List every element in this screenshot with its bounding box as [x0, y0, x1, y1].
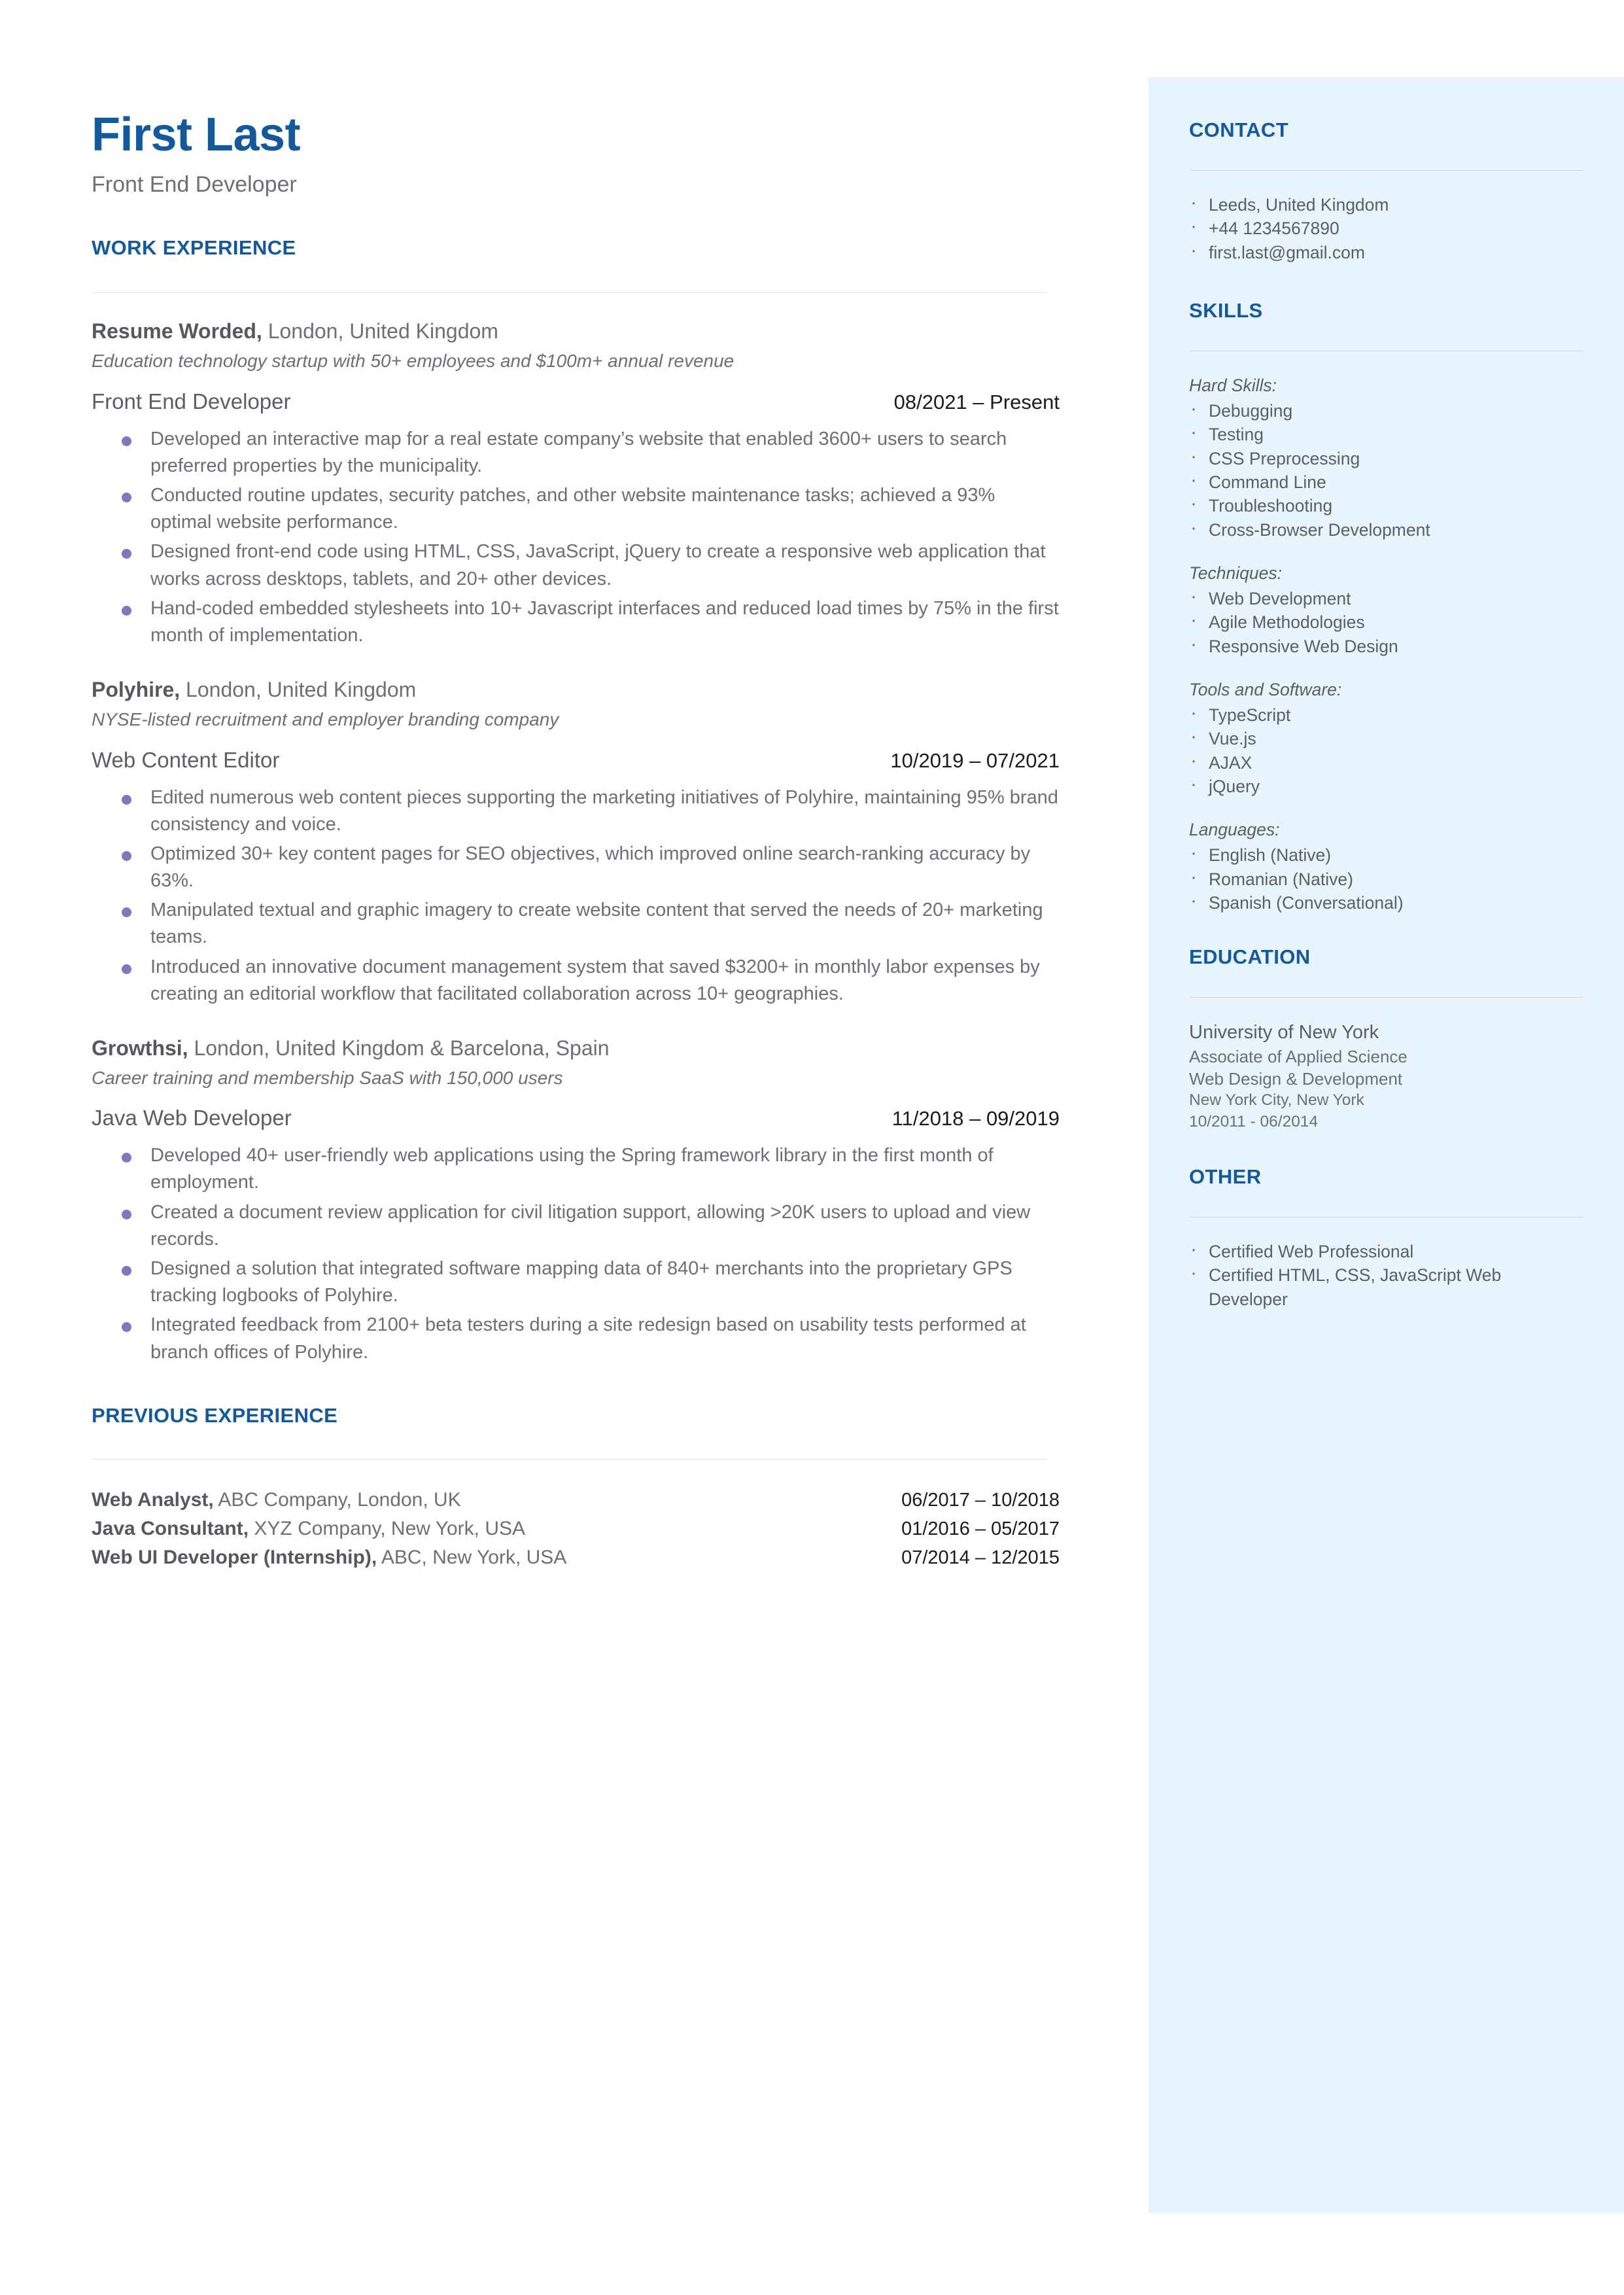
- job-company-description: Career training and membership SaaS with 150,000 users: [92, 1067, 563, 1088]
- job-company-location: London, United Kingdom & Barcelona, Spain: [188, 1036, 610, 1060]
- previous-role-line: [92, 1543, 566, 1572]
- skill-group-tools-and-software: [1189, 678, 1583, 798]
- skills-block: [1189, 374, 1583, 915]
- job-company-description: NYSE-listed recruitment and employer branding company: [92, 709, 559, 730]
- skill-item: · AJAX: [1189, 751, 1583, 775]
- job-bullet: Integrated feedback from 2100+ beta testers during a site redesign based on usability tests performed at branch offices of Polyhire.: [92, 1312, 1060, 1365]
- skill-group-techniques: [1189, 561, 1583, 658]
- job-bullet: Optimized 30+ key content pages for SEO objectives, which improved online search-ranking accuracy by 63%.: [92, 841, 1060, 894]
- job-bullet: Designed front-end code using HTML, CSS, JavaScript, jQuery to create a responsive web application that works across desktops, tablets, and 20+ other devices.: [92, 538, 1060, 592]
- sidebar-heading-contact: CONTACT: [1189, 118, 1289, 141]
- other-item: · Certified HTML, CSS, JavaScript Web Developer: [1189, 1263, 1583, 1311]
- skill-group-hard-skills: [1189, 374, 1583, 542]
- education-field: Web Design & Development: [1189, 1068, 1403, 1089]
- skill-item: · Testing: [1189, 423, 1583, 446]
- education-school: University of New York: [1189, 1022, 1379, 1043]
- work-experience-divider: [92, 292, 1046, 293]
- job-bullet: Manipulated textual and graphic imagery to create website content that served the needs of 20+ marketing teams.: [92, 897, 1060, 951]
- skill-group-label: Techniques:: [1189, 563, 1282, 583]
- job-title-row: [92, 389, 1060, 414]
- other-block: [1189, 1240, 1583, 1311]
- skill-item: · Cross-Browser Development: [1189, 518, 1583, 542]
- previous-experience-row: [92, 1486, 1060, 1515]
- page-title: First Last: [92, 109, 301, 161]
- section-heading-previous-experience: PREVIOUS EXPERIENCE: [92, 1403, 338, 1427]
- contact-item-location: · Leeds, United Kingdom: [1189, 193, 1583, 217]
- previous-role-dates: 01/2016 – 05/2017: [901, 1518, 1060, 1539]
- job-company-description: Education technology startup with 50+ employees and $100m+ annual revenue: [92, 351, 734, 372]
- previous-role-detail: ABC Company, London, UK: [213, 1488, 461, 1511]
- previous-role-title: Java Consultant,: [92, 1517, 249, 1539]
- job-bullet: Introduced an innovative document management system that saved $3200+ in monthly labor expenses by creating an editorial workflow that facilitated collaboration across 10+ geographies.: [92, 954, 1060, 1007]
- previous-experience-divider: [92, 1459, 1046, 1460]
- skill-item: · Vue.js: [1189, 727, 1583, 750]
- skill-item: · Command Line: [1189, 470, 1583, 494]
- job-title: Front End Developer: [92, 389, 291, 413]
- skill-list: [1189, 399, 1583, 542]
- previous-role-line: [92, 1486, 461, 1515]
- skill-group-label: Languages:: [1189, 820, 1280, 840]
- job-company-line: [92, 318, 1060, 344]
- job-title-row: [92, 1106, 1060, 1130]
- job-company-name: Polyhire,: [92, 678, 181, 702]
- skill-item: · Agile Methodologies: [1189, 610, 1583, 634]
- previous-experience-list: [92, 1486, 1060, 1572]
- education-degree: Associate of Applied Science: [1189, 1046, 1408, 1066]
- job-entry: [92, 318, 1060, 649]
- job-company-name: Growthsi,: [92, 1036, 188, 1060]
- job-company-line: [92, 676, 1060, 703]
- previous-role-line: [92, 1515, 525, 1543]
- job-entry: [92, 676, 1060, 1007]
- skill-item: · jQuery: [1189, 775, 1583, 798]
- other-divider: [1189, 1217, 1583, 1218]
- job-dates: 08/2021 – Present: [893, 390, 1060, 413]
- education-divider: [1189, 997, 1583, 998]
- job-bullet: Created a document review application for civil litigation support, allowing >20K users to upload and view records.: [92, 1199, 1060, 1253]
- job-title-row: [92, 748, 1060, 773]
- job-title: Web Content Editor: [92, 747, 280, 772]
- skill-item: · CSS Preprocessing: [1189, 447, 1583, 470]
- job-bullet: Developed an interactive map for a real estate company’s website that enabled 3600+ users to search preferred properties by the municipality.: [92, 426, 1060, 480]
- job-company-location: London, United Kingdom: [262, 319, 498, 343]
- skill-list: [1189, 843, 1583, 915]
- previous-role-title: Web Analyst,: [92, 1488, 214, 1511]
- previous-role-dates: 07/2014 – 12/2015: [901, 1547, 1060, 1568]
- job-bullet: Designed a solution that integrated software mapping data of 840+ merchants into the proprietary GPS tracking logbooks of Polyhire.: [92, 1255, 1060, 1309]
- job-dates: 10/2019 – 07/2021: [890, 748, 1060, 772]
- skill-item: · English (Native): [1189, 843, 1583, 867]
- job-bullet: Hand-coded embedded stylesheets into 10+ Javascript interfaces and reduced load times by 75% in the first month of implementation.: [92, 595, 1060, 649]
- job-bullets: [92, 426, 1060, 649]
- other-item: · Certified Web Professional: [1189, 1240, 1583, 1263]
- sidebar-heading-other: OTHER: [1189, 1165, 1262, 1188]
- skill-group-label: Tools and Software:: [1189, 679, 1342, 699]
- education-dates: 10/2011 - 06/2014: [1189, 1113, 1319, 1131]
- skill-item: · Romanian (Native): [1189, 867, 1583, 891]
- job-company-line: [92, 1035, 1060, 1061]
- skill-item: · Spanish (Conversational): [1189, 891, 1583, 915]
- skill-list: [1189, 703, 1583, 798]
- skill-list: [1189, 587, 1583, 658]
- skill-item: · Debugging: [1189, 399, 1583, 423]
- job-bullet: Developed 40+ user-friendly web applications using the Spring framework library in the first month of employment.: [92, 1142, 1060, 1196]
- skill-item: · Responsive Web Design: [1189, 635, 1583, 658]
- skill-item: · Troubleshooting: [1189, 494, 1583, 517]
- education-location: New York City, New York: [1189, 1091, 1364, 1110]
- job-bullets: [92, 1142, 1060, 1365]
- previous-experience-row: [92, 1543, 1060, 1572]
- sidebar-heading-skills: SKILLS: [1189, 298, 1263, 322]
- skill-group-label: Hard Skills:: [1189, 376, 1277, 396]
- sidebar: [1149, 77, 1624, 2213]
- job-company-name: Resume Worded,: [92, 319, 262, 343]
- previous-role-dates: 06/2017 – 10/2018: [901, 1489, 1060, 1511]
- job-company-location: London, United Kingdom: [180, 678, 417, 702]
- job-bullet: Edited numerous web content pieces supporting the marketing initiatives of Polyhire, maintaining 95% brand consistency and voice.: [92, 784, 1060, 838]
- skill-group-languages: [1189, 818, 1583, 915]
- contact-divider: [1189, 170, 1583, 171]
- section-heading-work-experience: WORK EXPERIENCE: [92, 236, 296, 260]
- other-list: [1189, 1240, 1583, 1311]
- previous-role-detail: ABC, New York, USA: [377, 1546, 567, 1568]
- contact-item-email[interactable]: · first.last@gmail.com: [1189, 241, 1583, 264]
- job-title: Java Web Developer: [92, 1106, 292, 1130]
- skill-item: · TypeScript: [1189, 703, 1583, 727]
- contact-block: [1189, 193, 1583, 264]
- previous-role-detail: XYZ Company, New York, USA: [249, 1517, 526, 1539]
- main-column: [92, 0, 1060, 1572]
- job-bullet: Conducted routine updates, security patches, and other website maintenance tasks; achieved a 93% optimal website performance.: [92, 482, 1060, 536]
- previous-experience-row: [92, 1515, 1060, 1543]
- contact-list: [1189, 193, 1583, 264]
- skill-item: · Web Development: [1189, 587, 1583, 610]
- header-role: Front End Developer: [92, 172, 297, 197]
- sidebar-heading-education: EDUCATION: [1189, 945, 1311, 969]
- contact-item-phone: · +44 1234567890: [1189, 217, 1583, 240]
- job-bullets: [92, 784, 1060, 1007]
- previous-role-title: Web UI Developer (Internship),: [92, 1546, 377, 1568]
- education-block: [1189, 1020, 1583, 1133]
- job-dates: 11/2018 – 09/2019: [891, 1107, 1060, 1130]
- job-entry: [92, 1035, 1060, 1366]
